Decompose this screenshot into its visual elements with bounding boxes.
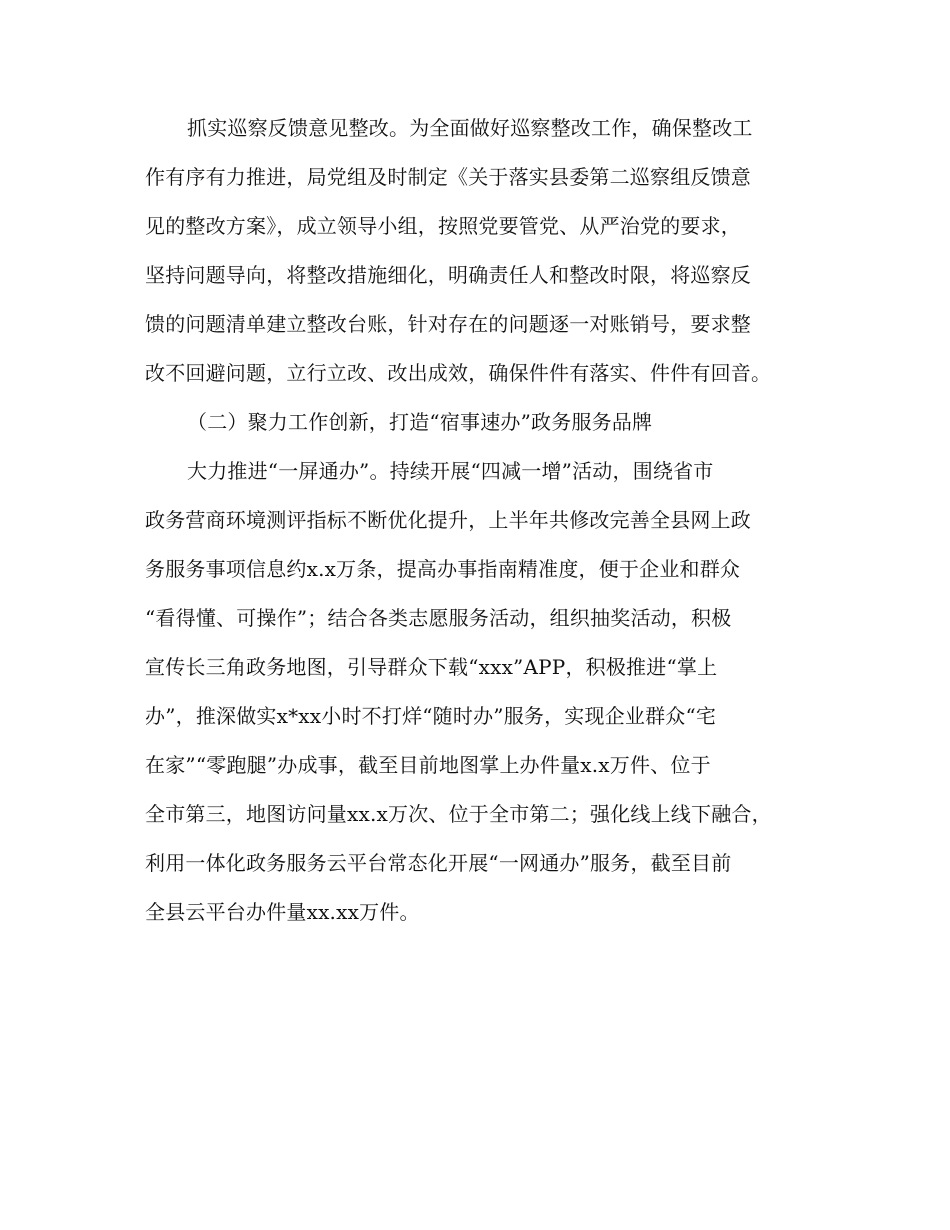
paragraph-line: 作有序有力推进，局党组及时制定《关于落实县委第二巡察组反馈意 (145, 165, 751, 189)
paragraph-line: “看得懂、可操作”；结合各类志愿服务活动，组织抽奖活动，积极 (145, 606, 732, 630)
paragraph-line: 馈的问题清单建立整改台账，针对存在的问题逐一对账销号，要求整 (145, 312, 751, 336)
paragraph-line: 政务营商环境测评指标不断优化提升，上半年共修改完善全县网上政 (145, 508, 751, 532)
paragraph-line: 坚持问题导向，将整改措施细化，明确责任人和整改时限，将巡察反 (145, 263, 751, 287)
paragraph-line: 全县云平台办件量xx.xx万件。 (145, 900, 420, 924)
paragraph-line: 宣传长三角政务地图，引导群众下载“xxx”APP，积极推进“掌上 (145, 655, 718, 679)
paragraph-line: 全市第三，地图访问量xx.x万次、位于全市第二；强化线上线下融合， (145, 802, 772, 826)
paragraph-line: 在家”“零跑腿”办成事，截至目前地图掌上办件量x.x万件、位于 (145, 753, 711, 777)
paragraph-line: 大力推进“一屏通办”。持续开展“四减一增”活动，围绕省市 (187, 459, 714, 483)
paragraph-line: 见的整改方案》，成立领导小组，按照党要管党、从严治党的要求， (145, 214, 741, 238)
paragraph-line: 利用一体化政务服务云平台常态化开展“一网通办”服务，截至目前 (145, 851, 732, 875)
paragraph-line: 抓实巡察反馈意见整改。为全面做好巡察整改工作，确保整改工 (187, 116, 753, 140)
paragraph-line: 改不回避问题，立行立改、改出成效，确保件件有落实、件件有回音。 (145, 361, 772, 385)
section-heading: （二）聚力工作创新，打造“宿事速办”政务服务品牌 (187, 410, 653, 434)
paragraph-line: 办”，推深做实x*xx小时不打烊“随时办”服务，实现企业群众“宅 (145, 704, 717, 728)
paragraph-line: 务服务事项信息约x.x万条，提高办事指南精准度，便于企业和群众 (145, 557, 741, 581)
